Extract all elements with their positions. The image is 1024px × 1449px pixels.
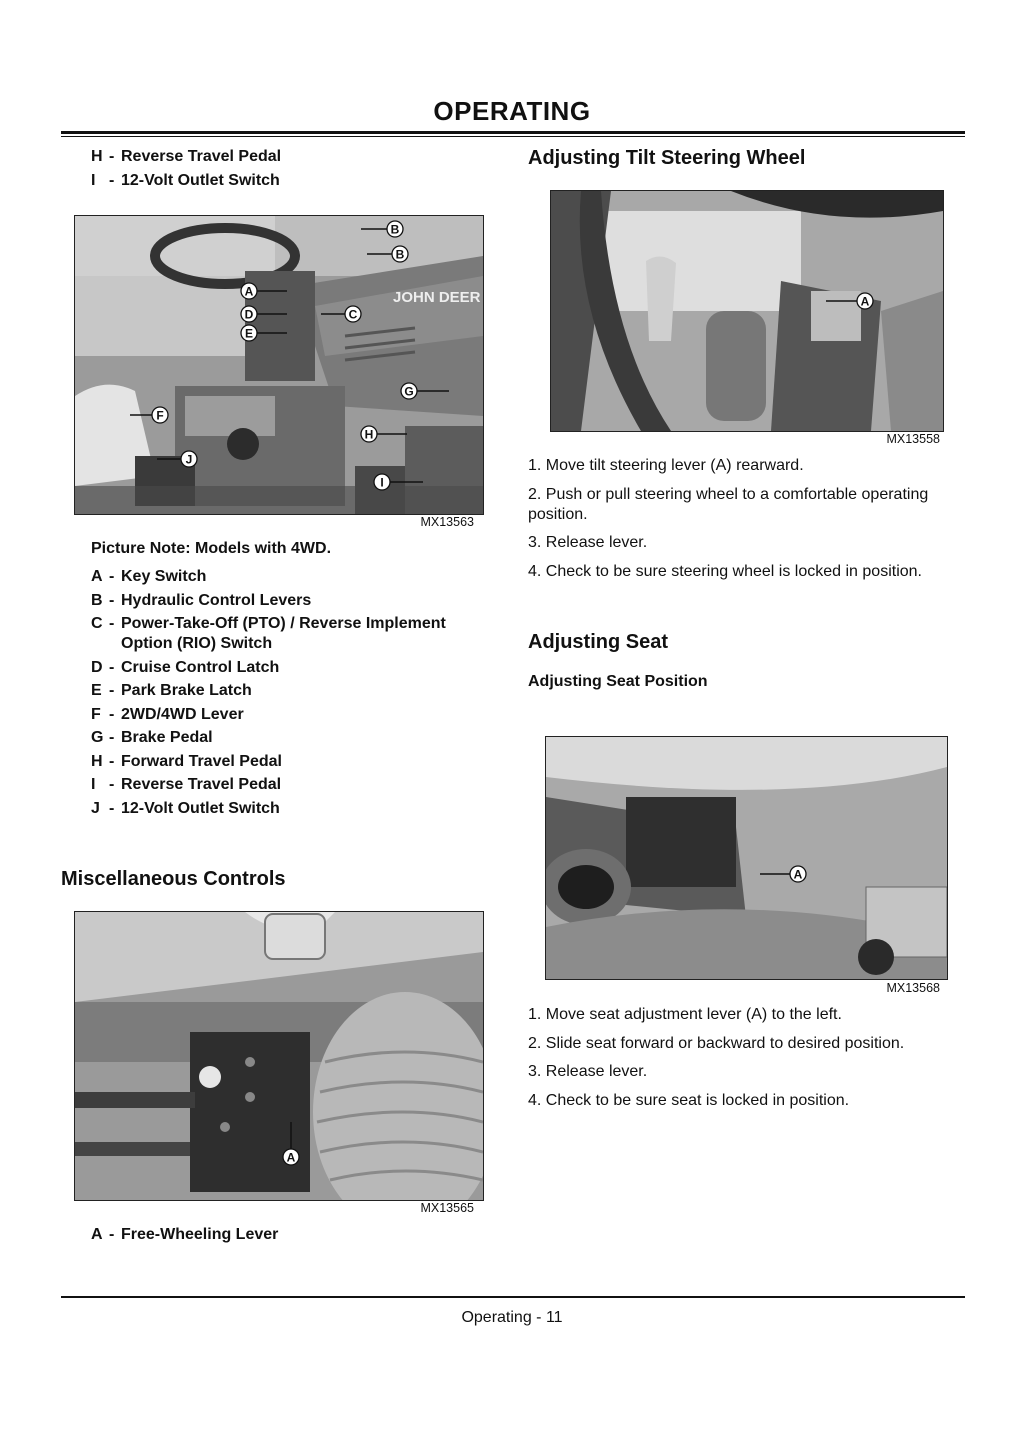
callout-a: A bbox=[860, 294, 870, 309]
callout-a: A bbox=[286, 1150, 296, 1165]
seat-steps bbox=[528, 1005, 958, 1119]
footer-rule bbox=[61, 1296, 965, 1298]
figure-code: MX13568 bbox=[886, 981, 940, 995]
legend-row: B - Hydraulic Control Levers bbox=[91, 591, 312, 609]
misc-legend bbox=[91, 1225, 481, 1245]
step: 3. Release lever. bbox=[528, 1063, 648, 1080]
legend-row: H - Forward Travel Pedal bbox=[91, 752, 282, 770]
subheading-seat-position: Adjusting Seat Position bbox=[528, 673, 708, 690]
figure-code: MX13565 bbox=[420, 1201, 474, 1215]
brand-text: JOHN DEER bbox=[393, 289, 481, 306]
step: 2. Push or pull steering wheel to a comfortable operating position. bbox=[528, 485, 929, 523]
callout-a: A bbox=[244, 284, 254, 299]
legend-row: F - 2WD/4WD Lever bbox=[91, 705, 244, 723]
legend-row: I - Reverse Travel Pedal bbox=[91, 776, 282, 793]
section-heading-tilt: Adjusting Tilt Steering Wheel bbox=[528, 147, 806, 169]
tilt-steps bbox=[528, 456, 958, 590]
step: 4. Check to be sure seat is locked in position. bbox=[528, 1091, 850, 1109]
step: 3. Release lever. bbox=[528, 534, 648, 551]
figure-code: MX13563 bbox=[420, 515, 474, 529]
callout-b2: B bbox=[395, 247, 405, 262]
legend-row: J - 12-Volt Outlet Switch bbox=[91, 799, 280, 817]
legend-row: A - Free-Wheeling Lever bbox=[91, 1226, 279, 1243]
callout-a: A bbox=[793, 867, 803, 882]
step: 1. Move tilt steering lever (A) rearward. bbox=[528, 457, 804, 474]
legend-row: H - Reverse Travel Pedal bbox=[91, 148, 282, 165]
callout-e: E bbox=[244, 326, 254, 341]
legend-row: C - Power-Take-Off (PTO) / Reverse Implement Option (RIO) Switch bbox=[91, 615, 446, 652]
figure-tilt-steering bbox=[550, 190, 944, 432]
legend-row: A - Key Switch bbox=[91, 568, 207, 585]
controls-legend bbox=[91, 567, 481, 819]
step: 2. Slide seat forward or backward to desired position. bbox=[528, 1034, 905, 1052]
step: 1. Move seat adjustment lever (A) to the left. bbox=[528, 1006, 842, 1023]
step: 4. Check to be sure steering wheel is locked in position. bbox=[528, 562, 922, 580]
callout-b1: B bbox=[390, 222, 400, 237]
header-rule-thin bbox=[61, 136, 965, 137]
figure-free-wheeling bbox=[74, 911, 484, 1201]
legend-row: E - Park Brake Latch bbox=[91, 682, 252, 699]
page-title: OPERATING bbox=[433, 96, 591, 126]
callout-g: G bbox=[404, 384, 414, 399]
section-heading-misc: Miscellaneous Controls bbox=[61, 868, 286, 890]
callout-i: I bbox=[380, 475, 384, 490]
legend-row: G - Brake Pedal bbox=[91, 729, 213, 746]
callout-j: J bbox=[185, 452, 193, 467]
callout-d: D bbox=[244, 307, 254, 322]
legend-row: D - Cruise Control Latch bbox=[91, 658, 280, 676]
callout-c: C bbox=[348, 307, 358, 322]
picture-note: Picture Note: Models with 4WD. bbox=[91, 540, 332, 557]
header-rule bbox=[61, 131, 965, 134]
figure-seat-adjustment bbox=[545, 736, 948, 980]
figure-code: MX13558 bbox=[886, 432, 940, 446]
callout-h: H bbox=[364, 427, 374, 442]
callout-f: F bbox=[156, 408, 164, 423]
top-legend bbox=[91, 147, 481, 191]
page-footer: Operating - 11 bbox=[461, 1309, 563, 1326]
figure-tractor-controls bbox=[74, 215, 484, 515]
section-heading-seat: Adjusting Seat bbox=[528, 631, 669, 653]
legend-row: I - 12-Volt Outlet Switch bbox=[91, 171, 280, 189]
